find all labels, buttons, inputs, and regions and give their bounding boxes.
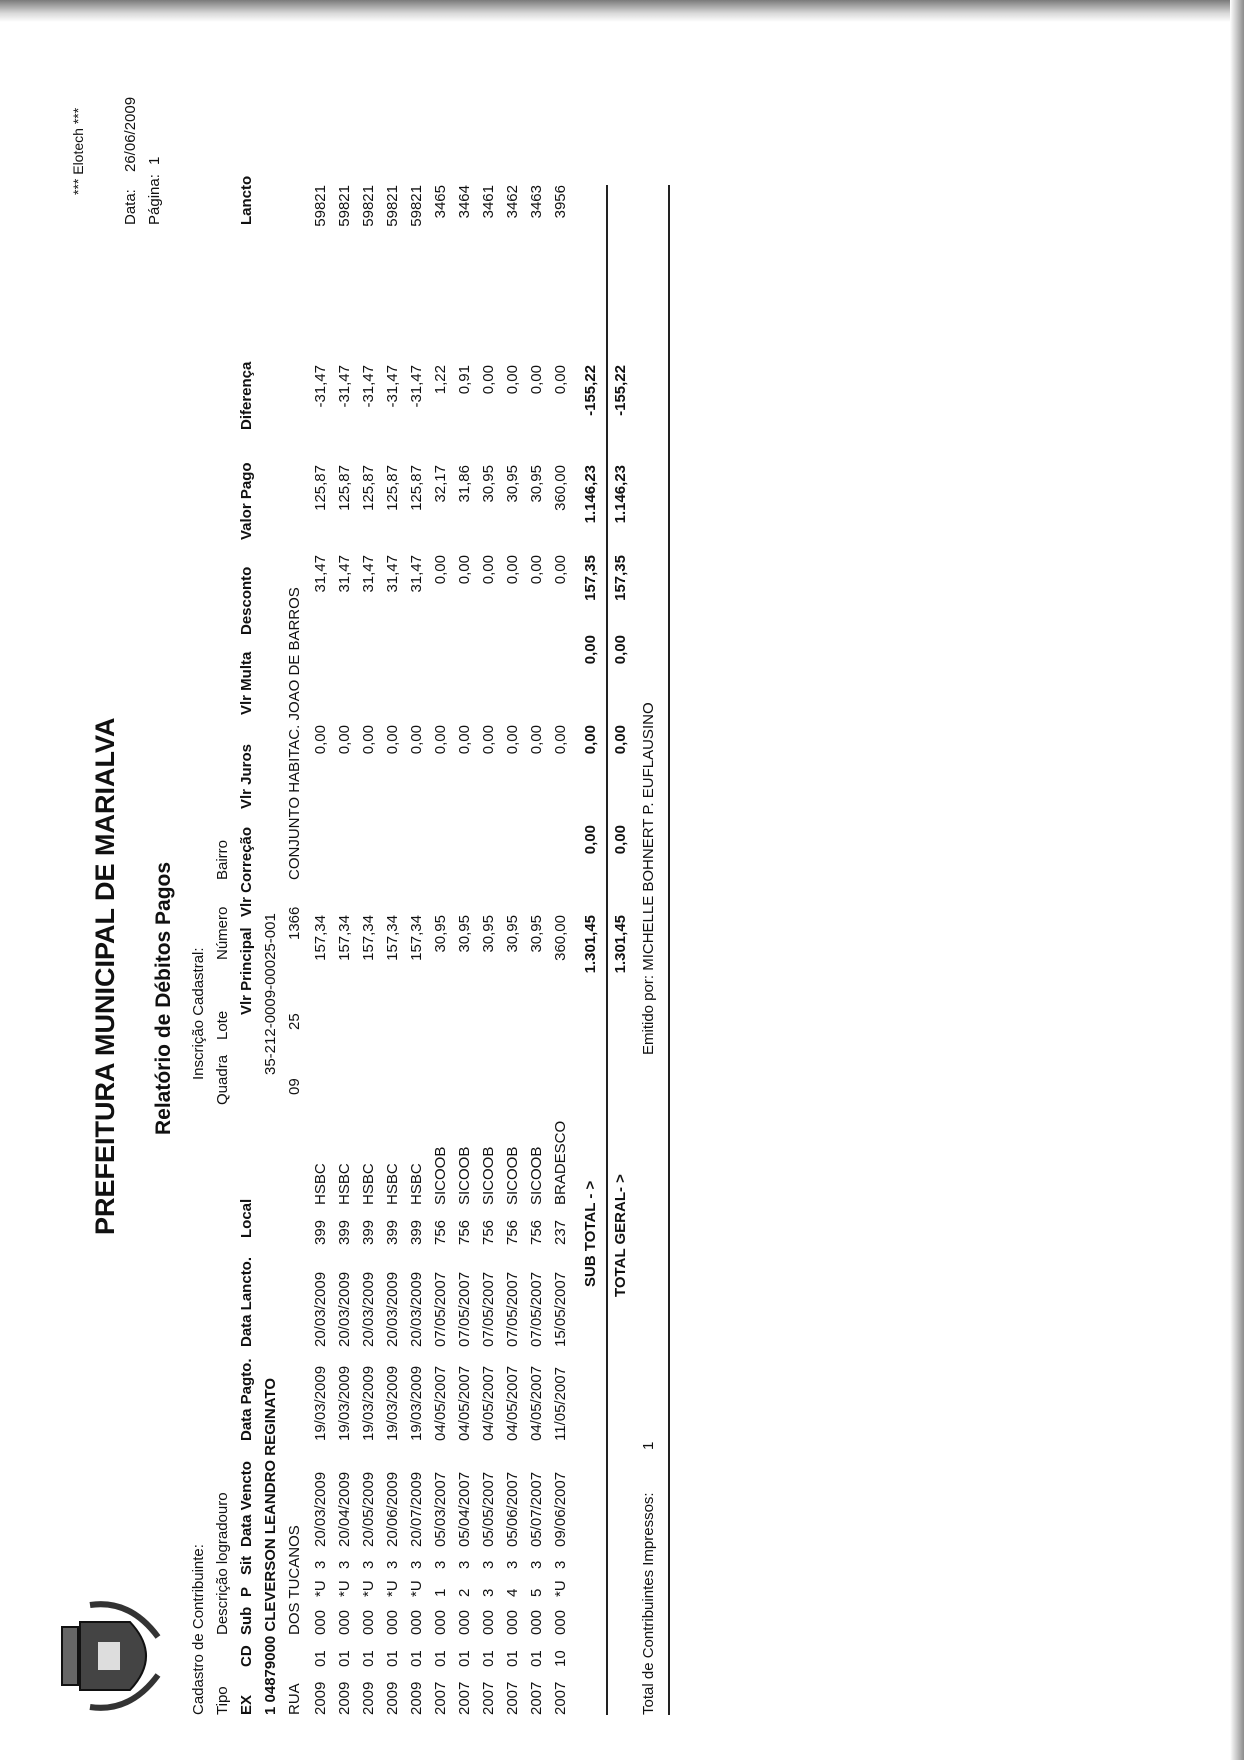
cell-cd: 01 [432,1650,449,1667]
cell-agencia: 399 [312,1219,329,1245]
cell-ex: 2007 [432,1681,449,1715]
cell-p: *U [408,1580,425,1597]
table-row [312,185,336,1715]
cell-desconto: 31,47 [384,555,401,593]
cell-lancto-date: 20/03/2009 [384,1271,401,1347]
cell-local: SICOOB [504,1146,521,1205]
total-correcao: 0,00 [612,825,629,855]
cell-juros: 0,00 [528,725,545,755]
table-row [336,185,360,1715]
cell-juros: 0,00 [312,725,329,755]
cell-lancto-date: 20/03/2009 [408,1271,425,1347]
table-row [552,185,576,1715]
cell-local: HSBC [360,1163,377,1205]
cell-principal: 30,95 [480,915,497,953]
subtotal-principal: 1.301,45 [582,915,599,974]
total-multa: 0,00 [612,635,629,665]
cell-lancto: 3465 [432,185,449,219]
cell-sub: 000 [336,1609,353,1635]
cell-pago: 30,95 [480,465,497,503]
coat-of-arms-icon [50,1597,170,1715]
cell-sit: 3 [456,1560,473,1569]
subtotal-multa: 0,00 [582,635,599,665]
cell-desconto: 0,00 [480,555,497,585]
cell-local: SICOOB [456,1146,473,1205]
cell-desconto: 0,00 [504,555,521,585]
cell-p: *U [552,1580,569,1597]
cell-diferenca: 0,00 [528,365,545,395]
vencto-header: Data Vencto [238,1461,255,1547]
cell-desconto: 31,47 [360,555,377,593]
cell-ex: 2009 [360,1681,377,1715]
cell-sub: 000 [432,1609,449,1635]
cell-pagto: 19/03/2009 [408,1365,425,1441]
cell-desconto: 31,47 [336,555,353,593]
total-juros: 0,00 [612,725,629,755]
cell-cd: 01 [456,1650,473,1667]
pago-header: Valor Pago [238,462,255,540]
cell-juros: 0,00 [408,725,425,755]
cell-lancto: 59821 [312,185,329,227]
total-principal: 1.301,45 [612,915,629,974]
cell-desconto: 31,47 [408,555,425,593]
lancto-header: Lancto [238,175,255,225]
cell-sub: 000 [480,1609,497,1635]
page-subtitle: Relatório de Débitos Pagos [152,861,175,1135]
cell-pagto: 11/05/2007 [552,1367,569,1441]
cell-pago: 125,87 [408,465,425,511]
cell-local: HSBC [384,1163,401,1205]
cell-ex: 2009 [384,1681,401,1715]
cadastro-header: Cadastro de Contribuinte: [190,1544,207,1715]
cell-lancto: 59821 [360,185,377,227]
cell-juros: 0,00 [504,725,521,755]
cell-cd: 01 [384,1650,401,1667]
cell-desconto: 0,00 [432,555,449,585]
cell-lancto-date: 07/05/2007 [528,1271,545,1347]
cell-cd: 01 [480,1650,497,1667]
cell-agencia: 756 [480,1219,497,1245]
page-number-label: Página: [146,174,163,225]
cell-sit: 3 [384,1560,401,1569]
cell-p: 2 [456,1588,473,1597]
cell-lancto: 59821 [408,185,425,227]
cell-ex: 2007 [456,1681,473,1715]
cell-juros: 0,00 [384,725,401,755]
subtotal-diferenca: -155,22 [582,365,599,416]
cell-sub: 000 [456,1609,473,1635]
cell-agencia: 756 [456,1219,473,1245]
cell-sit: 3 [312,1560,329,1569]
lote-value: 25 [286,1013,303,1030]
quadra-header: Quadra [214,1054,231,1105]
cell-pagto: 19/03/2009 [312,1365,329,1441]
cell-desconto: 31,47 [312,555,329,593]
cell-agencia: 399 [408,1219,425,1245]
cell-cd: 01 [312,1650,329,1667]
cell-pagto: 04/05/2007 [528,1365,545,1441]
multa-header: Vlr Multa [238,651,255,715]
cell-pago: 125,87 [336,465,353,511]
system-tag: *** Elotech *** [70,107,86,195]
cell-lancto: 3461 [480,185,497,219]
cell-p: 5 [528,1588,545,1597]
cell-lancto: 3464 [456,185,473,219]
cell-ex: 2007 [504,1681,521,1715]
page-title: PREFEITURA MUNICIPAL DE MARIALVA [90,717,120,1235]
total-label: TOTAL GERAL- > [612,1174,629,1297]
cell-ex: 2007 [528,1681,545,1715]
quadra-value: 09 [286,1078,303,1095]
subtotal-correcao: 0,00 [582,825,599,855]
cell-principal: 30,95 [504,915,521,953]
bairro-header: Bairro [214,839,231,880]
cell-vencto: 05/06/2007 [504,1471,521,1547]
report-page [40,35,1190,1715]
subtotal-label: SUB TOTAL - > [582,1180,599,1287]
cell-sit: 3 [336,1560,353,1569]
cell-diferenca: 0,00 [504,365,521,395]
cell-agencia: 399 [384,1219,401,1245]
cell-diferenca: -31,47 [360,365,377,408]
cell-lancto-date: 07/05/2007 [456,1271,473,1347]
cell-vencto: 05/07/2007 [528,1471,545,1547]
cell-lancto-date: 20/03/2009 [336,1271,353,1347]
cell-vencto: 05/03/2007 [432,1471,449,1547]
cell-lancto: 3463 [528,185,545,219]
cell-p: *U [336,1580,353,1597]
pagto-header: Data Pagto. [238,1358,255,1441]
cell-cd: 01 [528,1650,545,1667]
cell-ex: 2009 [312,1681,329,1715]
cell-local: SICOOB [480,1146,497,1205]
desconto-header: Desconto [238,566,255,635]
cell-principal: 157,34 [408,915,425,961]
cell-pago: 30,95 [528,465,545,503]
cell-diferenca: -31,47 [408,365,425,408]
cell-agencia: 399 [336,1219,353,1245]
cell-ex: 2007 [480,1681,497,1715]
cell-principal: 30,95 [432,915,449,953]
cell-principal: 157,34 [360,915,377,961]
bairro-value: CONJUNTO HABITAC. JOAO DE BARROS [286,587,303,880]
cell-p: *U [360,1580,377,1597]
cell-vencto: 05/04/2007 [456,1471,473,1547]
cell-p: 3 [480,1588,497,1597]
inscricao-header: Inscrição Cadastral: [190,947,207,1080]
diferenca-header: Diferença [238,361,255,430]
table-row [504,185,528,1715]
cell-local: BRADESCO [552,1120,569,1205]
lancto-date-header: Data Lancto. [238,1256,255,1347]
scan-top-edge [0,0,1244,22]
cell-lancto: 59821 [384,185,401,227]
cell-ex: 2007 [552,1681,569,1715]
cell-sit: 3 [432,1560,449,1569]
cell-vencto: 09/06/2007 [552,1471,569,1547]
cell-sub: 000 [552,1609,569,1635]
lote-header: Lote [214,1010,231,1040]
cell-pagto: 19/03/2009 [384,1365,401,1441]
emitido-por: Emitido por: MICHELLE BOHNERT P. EUFLAUSINO [640,702,657,1055]
logradouro-value: DOS TUCANOS [286,1525,303,1635]
principal-header: Vlr Principal [238,927,255,1015]
subtotal-rule [606,185,608,1715]
total-pago: 1.146,23 [612,465,629,524]
subtotal-juros: 0,00 [582,725,599,755]
table-row [384,185,408,1715]
cell-lancto-date: 07/05/2007 [504,1271,521,1347]
cell-pagto: 04/05/2007 [480,1365,497,1441]
cell-pagto: 04/05/2007 [432,1365,449,1441]
cell-vencto: 20/03/2009 [312,1471,329,1547]
cell-lancto-date: 20/03/2009 [360,1271,377,1347]
cell-cd: 10 [552,1650,569,1667]
cell-juros: 0,00 [432,725,449,755]
cell-cd: 01 [360,1650,377,1667]
cell-vencto: 05/05/2007 [480,1471,497,1547]
cell-sit: 3 [528,1560,545,1569]
cell-p: 4 [504,1588,521,1597]
cell-p: 1 [432,1588,449,1597]
date-label: Data: [122,189,139,225]
cell-juros: 0,00 [336,725,353,755]
total-contribuintes-value: 1 [640,1441,657,1450]
scan-right-edge [1230,0,1244,1760]
cell-lancto-date: 07/05/2007 [480,1271,497,1347]
cell-principal: 157,34 [336,915,353,961]
cell-sub: 000 [384,1609,401,1635]
cell-sub: 000 [504,1609,521,1635]
cell-sub: 000 [408,1609,425,1635]
cell-juros: 0,00 [480,725,497,755]
numero-header: Número [214,906,231,960]
page-number-value: 1 [146,156,163,165]
cell-desconto: 0,00 [456,555,473,585]
cell-ex: 2009 [408,1681,425,1715]
cell-vencto: 20/04/2009 [336,1471,353,1547]
ex-header: EX [238,1694,255,1715]
cell-principal: 360,00 [552,915,569,961]
cell-local: HSBC [312,1163,329,1205]
correcao-header: Vlr Correção [238,826,255,917]
cell-diferenca: 0,00 [480,365,497,395]
cell-diferenca: 1,22 [432,365,449,395]
cell-diferenca: 0,91 [456,365,473,395]
cell-sub: 000 [360,1609,377,1635]
tipo-header: Tipo [214,1686,231,1715]
cell-agencia: 756 [504,1219,521,1245]
table-row [432,185,456,1715]
tipo-value: RUA [286,1683,303,1715]
cell-principal: 30,95 [456,915,473,953]
cell-sit: 3 [480,1560,497,1569]
cell-lancto: 3956 [552,185,569,219]
local-header: Local [238,1198,255,1238]
cell-vencto: 20/06/2009 [384,1471,401,1547]
inscricao-value: 35-212-0009-00025-001 [262,913,279,1075]
cell-sit: 3 [552,1560,569,1569]
cell-pagto: 19/03/2009 [336,1365,353,1441]
cell-pagto: 04/05/2007 [456,1365,473,1441]
cell-principal: 157,34 [384,915,401,961]
cell-p: *U [384,1580,401,1597]
table-row [360,185,384,1715]
cell-local: SICOOB [432,1146,449,1205]
table-row [528,185,552,1715]
cell-juros: 0,00 [360,725,377,755]
cell-sit: 3 [504,1560,521,1569]
cell-juros: 0,00 [552,725,569,755]
cell-pago: 32,17 [432,465,449,503]
cell-agencia: 399 [360,1219,377,1245]
cell-sit: 3 [408,1560,425,1569]
cell-diferenca: 0,00 [552,365,569,395]
cell-lancto-date: 15/05/2007 [552,1271,569,1347]
cell-p: *U [312,1580,329,1597]
cell-cd: 01 [408,1650,425,1667]
cell-pago: 125,87 [384,465,401,511]
cell-ex: 2009 [336,1681,353,1715]
descricao-header: Descrição logradouro [214,1492,231,1635]
cell-agencia: 756 [528,1219,545,1245]
cell-sub: 000 [312,1609,329,1635]
cell-local: HSBC [408,1163,425,1205]
table-row [408,185,432,1715]
sub-header: Sub [238,1606,255,1635]
subtotal-pago: 1.146,23 [582,465,599,524]
total-desconto: 157,35 [612,555,629,601]
cell-lancto: 3462 [504,185,521,219]
sit-header: Sit [238,1555,255,1575]
cell-lancto-date: 20/03/2009 [312,1271,329,1347]
numero-value: 1366 [286,906,303,940]
cell-lancto: 59821 [336,185,353,227]
cell-desconto: 0,00 [552,555,569,585]
cell-agencia: 237 [552,1219,569,1245]
date-value: 26/06/2009 [122,96,139,172]
cell-pago: 125,87 [360,465,377,511]
cd-header: CD [238,1645,255,1667]
juros-header: Vlr Juros [238,743,255,809]
cell-diferenca: -31,47 [384,365,401,408]
cell-sit: 3 [360,1560,377,1569]
total-diferenca: -155,22 [612,365,629,416]
cell-vencto: 20/07/2009 [408,1471,425,1547]
cell-pago: 125,87 [312,465,329,511]
cell-juros: 0,00 [456,725,473,755]
footer-rule [668,185,670,1715]
cell-pago: 360,00 [552,465,569,511]
cell-diferenca: -31,47 [336,365,353,408]
cell-principal: 30,95 [528,915,545,953]
cell-pago: 31,86 [456,465,473,503]
cell-cd: 01 [336,1650,353,1667]
cell-local: HSBC [336,1163,353,1205]
cell-lancto-date: 07/05/2007 [432,1271,449,1347]
cell-vencto: 20/05/2009 [360,1471,377,1547]
table-row [480,185,504,1715]
cell-desconto: 0,00 [528,555,545,585]
cell-agencia: 756 [432,1219,449,1245]
cell-cd: 01 [504,1650,521,1667]
total-contribuintes-label: Total de Contribuintes Impressos: [640,1492,657,1715]
subtotal-desconto: 157,35 [582,555,599,601]
p-header: P [238,1586,255,1597]
cell-local: SICOOB [528,1146,545,1205]
cell-sub: 000 [528,1609,545,1635]
cell-diferenca: -31,47 [312,365,329,408]
cell-pagto: 19/03/2009 [360,1365,377,1441]
contribuinte-line: 1 04879000 CLEVERSON LEANDRO REGINATO [262,1377,279,1715]
cell-pagto: 04/05/2007 [504,1365,521,1441]
cell-pago: 30,95 [504,465,521,503]
cell-principal: 157,34 [312,915,329,961]
table-row [456,185,480,1715]
